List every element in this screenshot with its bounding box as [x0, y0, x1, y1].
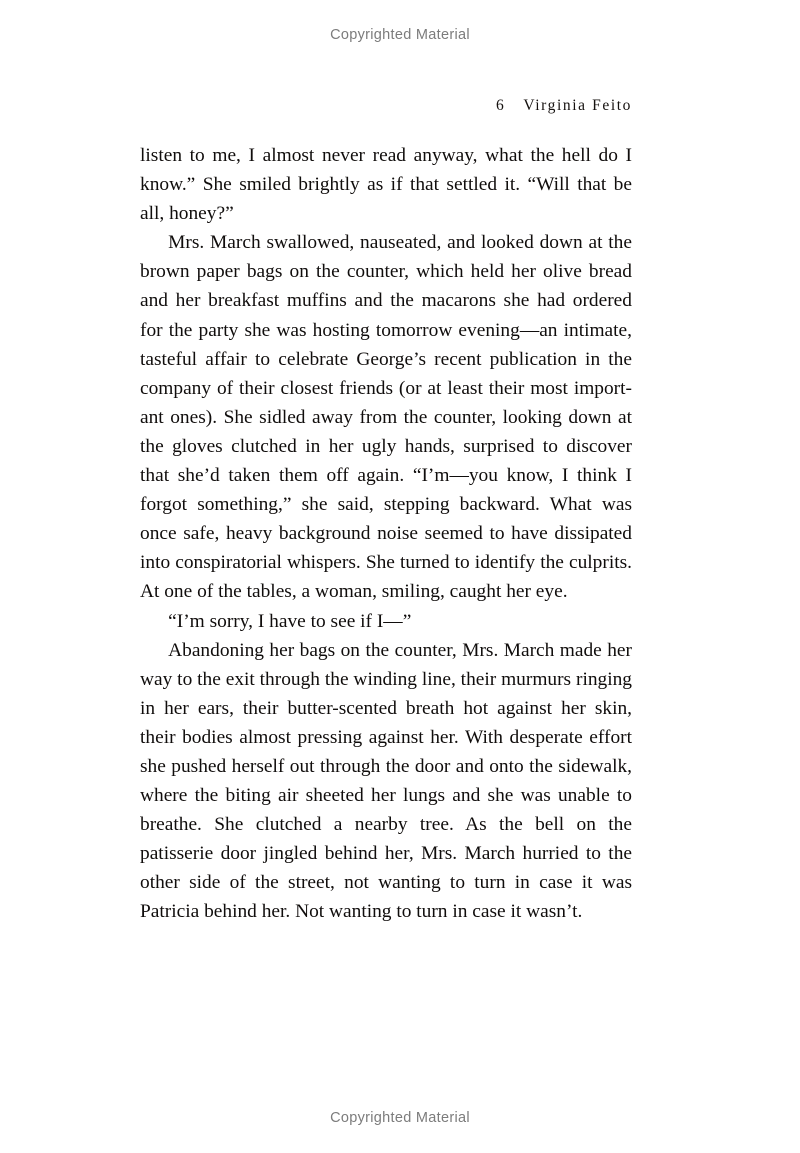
running-head — [140, 97, 632, 115]
page-number: 6 — [496, 97, 506, 114]
paragraph: Mrs. March swallowed, nauseated, and looked down at the brown paper bags on the counter, which held her olive bread and her breakfast muffins and the macarons she had ordered for the party she was hosting tomorrow evening—an intimate, tasteful affair to celebrate George’s recent publication in the company of their closest friends (or at least their most important ones). She sidled away from the counter, looking down at the gloves clutched in her ugly hands, surprised to discover that she’d taken them off again. “I’m—you know, I think I forgot something,” she said, stepping backward. What was once safe, heavy background noise seemed to have dissipated into conspiratorial whispers. She turned to identify the culprits. At one of the tables, a woman, smiling, caught her eye. — [140, 232, 632, 603]
paragraph: Abandoning her bags on the counter, Mrs. March made her way to the exit through the winding line, their murmurs ringing in her ears, their butter-scented breath hot against her skin, their bodies almost pressing against her. With desperate effort she pushed herself out through the door and onto the sidewalk, where the biting air sheeted her lungs and she was unable to breathe. She clutched a nearby tree. As the bell on the patisserie door jingled behind her, Mrs. March hurried to the other side of the street, not wanting to turn in case it was Patricia behind her. Not wanting to turn in case it wasn’t. — [140, 639, 632, 923]
author-name: Virginia Feito — [523, 97, 632, 114]
copyright-watermark-bottom: Copyrighted Material — [330, 1110, 470, 1126]
copyright-watermark-top: Copyrighted Material — [330, 27, 470, 43]
paragraph: “I’m sorry, I have to see if I—” — [168, 610, 412, 632]
book-page — [140, 0, 632, 927]
body-text — [140, 141, 632, 927]
paragraph: listen to me, I almost never read anyway, what the hell do I know.” She smiled brightly as if that settled it. “Will that be all, honey?” — [140, 145, 632, 225]
